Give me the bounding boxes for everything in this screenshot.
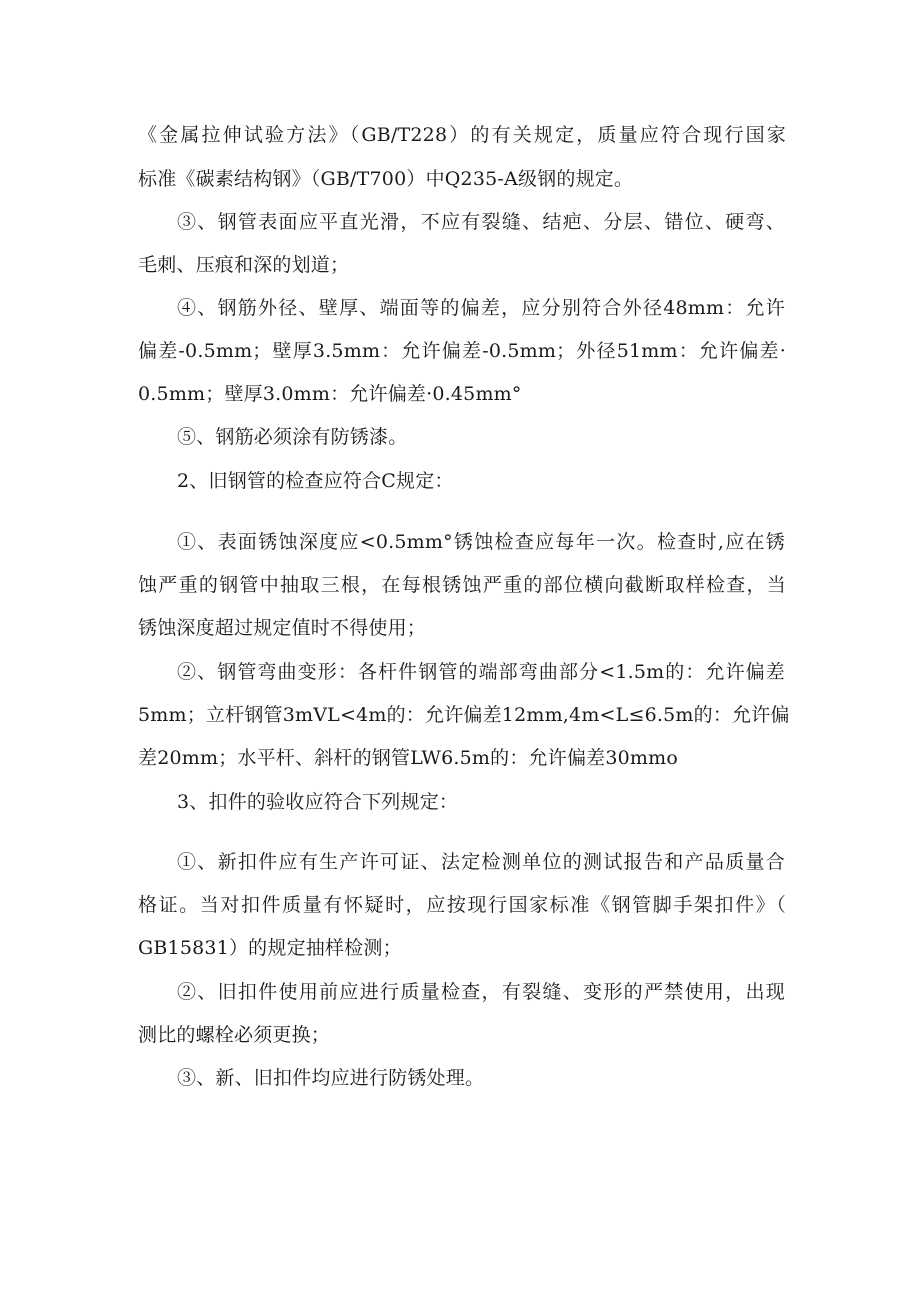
- text-line-22: ③、新、旧扣件均应进行防锈处理。: [177, 1067, 485, 1089]
- text-line-18: 格证。当对扣件质量有怀疑时，应按现行国家标准《钢管脚手架扣件》（: [138, 894, 786, 916]
- text-line-21: 测比的螺栓必须更换；: [138, 1024, 331, 1046]
- text-line-13: ②、钢管弯曲变形：各杆件钢管的端部弯曲部分<1.5m的：允许偏差: [177, 661, 785, 683]
- text-line-20: ②、旧扣件使用前应进行质量检查，有裂缝、变形的严禁使用，出现: [177, 981, 785, 1003]
- text-line-17: ①、新扣件应有生产许可证、法定检测单位的测试报告和产品质量合: [177, 851, 785, 873]
- text-line-2: 标准《碳素结构钢》（GB/T700）中Q235-A级钢的规定。: [138, 168, 634, 190]
- text-line-5: ④、钢筋外径、壁厚、端面等的偏差，应分别符合外径48mm：允许: [177, 297, 785, 319]
- text-line-6: 偏差-0.5mm；壁厚3.5mm：允许偏差-0.5mm；外径51mm：允许偏差·: [138, 340, 786, 362]
- text-line-19: GB15831）的规定抽样检测；: [138, 937, 402, 959]
- text-line-10: ①、表面锈蚀深度应<0.5mm°锈蚀检查应每年一次。检查时,应在锈: [177, 531, 785, 553]
- text-line-7: 0.5mm；壁厚3.0mm：允许偏差·0.45mm°: [138, 383, 522, 405]
- text-line-11: 蚀严重的钢管中抽取三根，在每根锈蚀严重的部位横向截断取样检查，当: [138, 574, 786, 596]
- text-line-1: 《金属拉伸试验方法》（GB/T228）的有关规定，质量应符合现行国家: [138, 124, 786, 146]
- text-line-15: 差20mm；水平杆、斜杆的钢管LW6.5m的：允许偏差30mmo: [138, 747, 678, 769]
- text-line-4: 毛刺、压痕和深的划道；: [138, 254, 350, 276]
- text-line-14: 5mm；立杆钢管3mVL<4m的：允许偏差12mm,4m<L≤6.5m的：允许偏: [138, 704, 790, 726]
- text-line-3: ③、钢管表面应平直光滑，不应有裂缝、结疤、分层、错位、硬弯、: [177, 211, 785, 233]
- text-line-16: 3、扣件的验收应符合下列规定：: [177, 791, 459, 813]
- text-line-8: ⑤、钢筋必须涂有防锈漆。: [177, 426, 408, 448]
- text-line-9: 2、旧钢管的检查应符合C规定：: [177, 470, 454, 492]
- text-line-12: 锈蚀深度超过规定值时不得使用；: [138, 617, 427, 639]
